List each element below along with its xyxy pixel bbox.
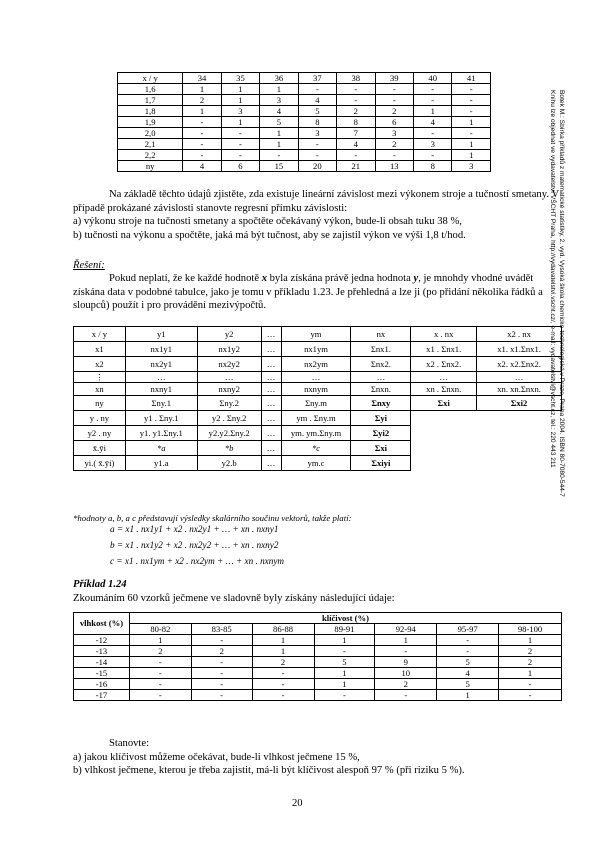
- table1-cell: 1: [452, 139, 491, 150]
- table1-cell: 5: [298, 106, 336, 117]
- table2-row: [74, 383, 562, 396]
- table2-empty-cell: [411, 456, 562, 471]
- table3-column-head: vlhkost (%): [74, 613, 130, 635]
- table2-row: [74, 411, 562, 426]
- table3-cell: 1: [314, 679, 375, 690]
- table2-row: [74, 372, 562, 383]
- table3-header-row: [74, 613, 562, 624]
- table2-empty-cell: [411, 441, 562, 456]
- table2-cell: ⋮: [74, 372, 126, 383]
- table3-cell: 1: [499, 668, 562, 679]
- table3-sub-cell: 80-82: [129, 624, 191, 635]
- table1-cell: 1: [413, 106, 451, 117]
- table-barley: [73, 612, 562, 701]
- table1-header-cell: 41: [452, 73, 491, 84]
- table2-cell: Σnxn.: [351, 383, 411, 396]
- table2-cell: Σnx1.: [351, 342, 411, 357]
- table2-cell: Σny.1: [125, 396, 197, 411]
- table2-cell: Σny.2: [197, 396, 261, 411]
- table1-header-cell: 39: [375, 73, 413, 84]
- table3-cell: -: [191, 679, 252, 690]
- table1-cell: -: [221, 150, 259, 161]
- table1-cell: 1,6: [118, 84, 183, 95]
- table1-header-cell: 40: [413, 73, 451, 84]
- table2-cell: …: [261, 357, 281, 372]
- table1-cell: -: [221, 128, 259, 139]
- table1-cell: 15: [260, 161, 298, 172]
- table3-cell: 1: [499, 635, 562, 646]
- table1-cell: 2,0: [118, 128, 183, 139]
- table1-cell: 3: [413, 139, 451, 150]
- table1-cell: 1: [260, 84, 298, 95]
- table2-cell: Σny.m: [281, 396, 351, 411]
- table2-cell: …: [351, 372, 411, 383]
- page-number: 20: [292, 798, 303, 809]
- table3-cell: -: [191, 668, 252, 679]
- table2-cell: y2: [197, 327, 261, 342]
- table1-row: [118, 106, 491, 117]
- table1-cell: 4: [183, 161, 221, 172]
- table3-row: [74, 635, 562, 646]
- table2-cell: Σyi2: [351, 426, 411, 441]
- equation-c: c = x1 . nx1ym + x2 . nx2ym + … + xn . nxnym: [110, 556, 285, 566]
- table1-cell: -: [375, 150, 413, 161]
- table1-cell: -: [183, 117, 221, 128]
- table2-cell: nx1y2: [197, 342, 261, 357]
- table3-cell: 5: [314, 657, 375, 668]
- table2-cell: x2. x2.Σnx2.: [477, 357, 562, 372]
- table3-cell: 2: [191, 646, 252, 657]
- table3-cell: 1: [375, 635, 437, 646]
- table2-cell: …: [261, 441, 281, 456]
- table1-cell: 2,1: [118, 139, 183, 150]
- table2-cell: x / y: [74, 327, 126, 342]
- table1-row: [118, 161, 491, 172]
- table1-cell: 6: [221, 161, 259, 172]
- table1-header-cell: 35: [221, 73, 259, 84]
- table1-cell: 1: [221, 117, 259, 128]
- table2-cell: Σxi2: [477, 396, 562, 411]
- table1-header-cell: 36: [260, 73, 298, 84]
- table3-cell: -: [129, 679, 191, 690]
- table1-row: [118, 128, 491, 139]
- table1-cell: -: [221, 139, 259, 150]
- table2-cell: nxny2: [197, 383, 261, 396]
- table3-row: [74, 690, 562, 701]
- table1-cell: 1: [183, 84, 221, 95]
- table3-cell: 5: [437, 657, 499, 668]
- table1-cell: -: [375, 84, 413, 95]
- table2-cell: yi.( x̄.ȳi): [74, 456, 126, 471]
- table2-cell: y2.y2.Σny.2: [197, 426, 261, 441]
- table3-cell: -: [375, 646, 437, 657]
- table2-cell: nx2ym: [281, 357, 351, 372]
- table3-cell: -: [252, 679, 314, 690]
- table1-cell: -: [452, 106, 491, 117]
- table1-cell: 3: [298, 128, 336, 139]
- table1-cell: 5: [260, 117, 298, 128]
- table1-cell: 3: [452, 161, 491, 172]
- table1-header-cell: 38: [337, 73, 375, 84]
- equation-b: b = x1 . nx1y2 + x2 . nx2y2 + … + xn . nxny2: [110, 540, 279, 550]
- table3-cell: 1: [129, 635, 191, 646]
- table1-cell: 2,2: [118, 150, 183, 161]
- table3-sub-cell: 86-88: [252, 624, 314, 635]
- table2-cell: …: [477, 372, 562, 383]
- table3-cell: 1: [314, 635, 375, 646]
- table2-cell: nx2y1: [125, 357, 197, 372]
- task-b: b) vlhkost ječmene, kterou je třeba zajistit, má-li být klíčivost alespoň 97 % (při riziku 5 %).: [73, 765, 465, 776]
- table1-cell: -: [183, 150, 221, 161]
- table1-cell: -: [413, 150, 451, 161]
- table2-row: [74, 456, 562, 471]
- table1-cell: 4: [298, 95, 336, 106]
- table2-cell: x̄.ȳi: [74, 441, 126, 456]
- table1-cell: -: [452, 128, 491, 139]
- table3-cell: -17: [74, 690, 130, 701]
- table2-cell: nx2y2: [197, 357, 261, 372]
- intro-item-a: a) výkonu stroje na tučnosti smetany a spočtěte očekávaný výkon, bude-li obsah tuku 38 %,: [73, 216, 462, 227]
- table2-cell: x2 . Σnx2.: [411, 357, 477, 372]
- table1-cell: 8: [298, 117, 336, 128]
- table3-cell: -: [375, 690, 437, 701]
- table1-cell: 3: [221, 106, 259, 117]
- solution-paragraph: Pokud neplatí, že ke každé hodnotě x byla získána právě jedna hodnota y, je mnohdy vhodné uvádět získána data v podobné tabulce, jako je tomu v příkladu 1.23. Je přehledná a lze ji (po přidání několika řádků a sloupců) použít i pro provádění mezivýpočtů.: [73, 273, 543, 311]
- table2-empty-cell: [411, 411, 562, 426]
- table2-row: [74, 426, 562, 441]
- table3-group-head: klíčivost (%): [129, 613, 561, 624]
- table3-cell: -: [129, 690, 191, 701]
- table3-cell: -14: [74, 657, 130, 668]
- table3-cell: 5: [437, 679, 499, 690]
- table1-cell: 2: [375, 106, 413, 117]
- table1-cell: 1: [452, 150, 491, 161]
- table2-cell: nxny1: [125, 383, 197, 396]
- table2-cell: ym. ym.Σny.m: [281, 426, 351, 441]
- table1-row: [118, 150, 491, 161]
- table1-cell: 4: [260, 106, 298, 117]
- table2-cell: …: [281, 372, 351, 383]
- table2-cell: Σxi: [351, 441, 411, 456]
- table1-cell: 3: [375, 128, 413, 139]
- table2-cell: x1 . Σnx1.: [411, 342, 477, 357]
- footnote: *hodnoty a, b, a c představují výsledky skalárního součinu vektorů, takže platí:: [73, 513, 352, 523]
- table1-cell: -: [337, 84, 375, 95]
- table2-cell: …: [261, 396, 281, 411]
- table3-cell: 2: [129, 646, 191, 657]
- table3-cell: -: [314, 690, 375, 701]
- table3-sub-cell: 98-100: [499, 624, 562, 635]
- table2-cell: x1: [74, 342, 126, 357]
- tasks-title: Stanovte:: [109, 738, 150, 749]
- table2-cell: Σyi: [351, 411, 411, 426]
- table3-cell: -: [499, 679, 562, 690]
- table2-cell: *a: [125, 441, 197, 456]
- table3-cell: -: [437, 646, 499, 657]
- table3-cell: -12: [74, 635, 130, 646]
- table2-cell: y1: [125, 327, 197, 342]
- table2-cell: …: [261, 411, 281, 426]
- table2-row: [74, 441, 562, 456]
- table3-sub-cell: 92-94: [375, 624, 437, 635]
- table2-cell: Σxiyi: [351, 456, 411, 471]
- table1-cell: 1,9: [118, 117, 183, 128]
- side-note-line2: Knihu lze objednat ve vydavatelství VŠCHT Praha, http://vydavatelstvi.vscht.cz/, e-mail: vydavatelstvi@vscht.cz, tel.: 220 443 211: [549, 90, 556, 468]
- table1-cell: -: [298, 139, 336, 150]
- table1-row: [118, 95, 491, 106]
- table2-cell: xn. xn.Σnxn.: [477, 383, 562, 396]
- table1-cell: -: [337, 150, 375, 161]
- table3-cell: 2: [375, 679, 437, 690]
- table1-cell: 6: [375, 117, 413, 128]
- table2-cell: nx1ym: [281, 342, 351, 357]
- table1-cell: -: [413, 95, 451, 106]
- table2-cell: Σnx2.: [351, 357, 411, 372]
- table2-cell: y . ny: [74, 411, 126, 426]
- table2-cell: …: [261, 372, 281, 383]
- table2-cell: y2 . Σny.2: [197, 411, 261, 426]
- table2-empty-cell: [411, 426, 562, 441]
- table1-cell: 4: [413, 117, 451, 128]
- table1-cell: 2: [183, 95, 221, 106]
- table1-header-cell: x / y: [118, 73, 183, 84]
- table2-cell: *c: [281, 441, 351, 456]
- table3-row: [74, 646, 562, 657]
- table2-row: [74, 342, 562, 357]
- table2-cell: ym.c: [281, 456, 351, 471]
- table1-cell: -: [183, 139, 221, 150]
- table1-cell: -: [298, 150, 336, 161]
- table2-cell: xn: [74, 383, 126, 396]
- table2-cell: nx1y1: [125, 342, 197, 357]
- table1-cell: 1: [221, 84, 259, 95]
- table3-cell: -: [437, 635, 499, 646]
- table3-cell: -: [314, 646, 375, 657]
- table1-cell: 1: [260, 139, 298, 150]
- table2-cell: …: [261, 383, 281, 396]
- table3-sub-cell: 95-97: [437, 624, 499, 635]
- table2-row: [74, 327, 562, 342]
- table3-cell: -: [191, 690, 252, 701]
- table3-cell: 9: [375, 657, 437, 668]
- table1-cell: -: [298, 84, 336, 95]
- table1-cell: 2: [375, 139, 413, 150]
- table1-row: [118, 84, 491, 95]
- table2-cell: …: [411, 372, 477, 383]
- table3-row: [74, 679, 562, 690]
- table2-cell: …: [261, 327, 281, 342]
- table1-cell: -: [183, 128, 221, 139]
- table1-cell: -: [413, 128, 451, 139]
- example-title: Příklad 1.24: [73, 579, 127, 590]
- side-note-line1: Botek M.: Sbírka příkladů z matematické statistiky, 2. vyd. Vysoká škola chemicko-technologická v Praze, Praha 2004. ISBN 80-7080-544-7: [558, 90, 565, 497]
- table2-row: [74, 357, 562, 372]
- example-text: Zkoumáním 60 vzorků ječmene ve sladovně byly získány následující údaje:: [73, 593, 395, 604]
- intro-paragraph: Na základě těchto údajů zjistěte, zda existuje lineární závislost mezi výkonem stroje a tučností smetany. V případě prokázané závislosti stanovte regresní přímku závislosti:: [73, 189, 559, 214]
- table2-cell: nxnym: [281, 383, 351, 396]
- table1-cell: 8: [413, 161, 451, 172]
- table1-header-row: [118, 73, 491, 84]
- table2-cell: …: [197, 372, 261, 383]
- table2-cell: …: [261, 456, 281, 471]
- table1-cell: 1: [260, 128, 298, 139]
- table3-sub-cell: 83-85: [191, 624, 252, 635]
- table-contingency-1: [117, 72, 491, 172]
- table3-cell: -: [191, 657, 252, 668]
- table2-cell: x . nx: [411, 327, 477, 342]
- table2-cell: Σxi: [411, 396, 477, 411]
- task-a: a) jakou klíčivost můžeme očekávat, bude-li vlhkost ječmene 15 %,: [73, 752, 360, 763]
- table3-cell: -16: [74, 679, 130, 690]
- table3-cell: 1: [252, 646, 314, 657]
- table3-subheader-row: [74, 624, 562, 635]
- table1-cell: 1: [221, 95, 259, 106]
- table1-cell: ny: [118, 161, 183, 172]
- table1-cell: 1: [452, 117, 491, 128]
- table2-cell: x1. x1.Σnx1.: [477, 342, 562, 357]
- table2-cell: ym: [281, 327, 351, 342]
- table3-cell: 4: [437, 668, 499, 679]
- table3-cell: -13: [74, 646, 130, 657]
- table2-cell: ny: [74, 396, 126, 411]
- solution-title: Řešení:: [73, 260, 105, 271]
- table3-sub-cell: 89-91: [314, 624, 375, 635]
- intro: [73, 188, 563, 242]
- equation-a: a = x1 . nx1y1 + x2 . nx2y1 + … + xn . nxny1: [110, 524, 279, 534]
- table3-row: [74, 657, 562, 668]
- table2-cell: y1.a: [125, 456, 197, 471]
- table3-cell: 1: [252, 635, 314, 646]
- table2-cell: x2: [74, 357, 126, 372]
- table1-header-cell: 34: [183, 73, 221, 84]
- table1-row: [118, 139, 491, 150]
- table3-cell: -: [252, 668, 314, 679]
- table1-cell: -: [375, 95, 413, 106]
- intro-item-b: b) tučnosti na výkonu a spočtěte, jaká má být tučnost, aby se zajistil výkon ve výši 1,8 t/hod.: [73, 229, 466, 241]
- table1-cell: 1,8: [118, 106, 183, 117]
- table2-cell: y2 . ny: [74, 426, 126, 441]
- table3-cell: 2: [499, 657, 562, 668]
- table2-cell: …: [125, 372, 197, 383]
- table1-cell: -: [452, 95, 491, 106]
- table1-row: [118, 117, 491, 128]
- table1-cell: 7: [337, 128, 375, 139]
- table3-cell: 2: [252, 657, 314, 668]
- table2-cell: y1 . Σny.1: [125, 411, 197, 426]
- table1-cell: -: [452, 84, 491, 95]
- table2-cell: Σnxy: [351, 396, 411, 411]
- table1-cell: 1,7: [118, 95, 183, 106]
- table3-cell: 2: [499, 646, 562, 657]
- table3-cell: -: [499, 690, 562, 701]
- table2-cell: xn . Σnxn.: [411, 383, 477, 396]
- table1-cell: 2: [337, 106, 375, 117]
- table1-cell: -: [337, 95, 375, 106]
- table1-cell: -: [260, 150, 298, 161]
- table3-cell: 10: [375, 668, 437, 679]
- table2-cell: nx: [351, 327, 411, 342]
- table3-cell: 1: [314, 668, 375, 679]
- table2-cell: …: [261, 342, 281, 357]
- table2-cell: x2 . nx: [477, 327, 562, 342]
- table2-row: [74, 396, 562, 411]
- table1-header-cell: 37: [298, 73, 336, 84]
- table1-cell: 20: [298, 161, 336, 172]
- table1-cell: -: [413, 84, 451, 95]
- table3-cell: 1: [437, 690, 499, 701]
- table3-cell: -: [129, 668, 191, 679]
- table2-cell: ym . Σny.m: [281, 411, 351, 426]
- table3-cell: -: [252, 690, 314, 701]
- table1-cell: 3: [260, 95, 298, 106]
- table1-cell: 4: [337, 139, 375, 150]
- table2-cell: y1. y1.Σny.1: [125, 426, 197, 441]
- table3-cell: -15: [74, 668, 130, 679]
- table3-cell: -: [191, 635, 252, 646]
- table1-cell: 21: [337, 161, 375, 172]
- table1-cell: 13: [375, 161, 413, 172]
- table3-row: [74, 668, 562, 679]
- table1-cell: 8: [337, 117, 375, 128]
- table-scheme: [73, 326, 562, 471]
- table2-cell: …: [261, 426, 281, 441]
- table3-cell: -: [129, 657, 191, 668]
- table2-cell: y2.b: [197, 456, 261, 471]
- table1-cell: 1: [183, 106, 221, 117]
- table2-cell: *b: [197, 441, 261, 456]
